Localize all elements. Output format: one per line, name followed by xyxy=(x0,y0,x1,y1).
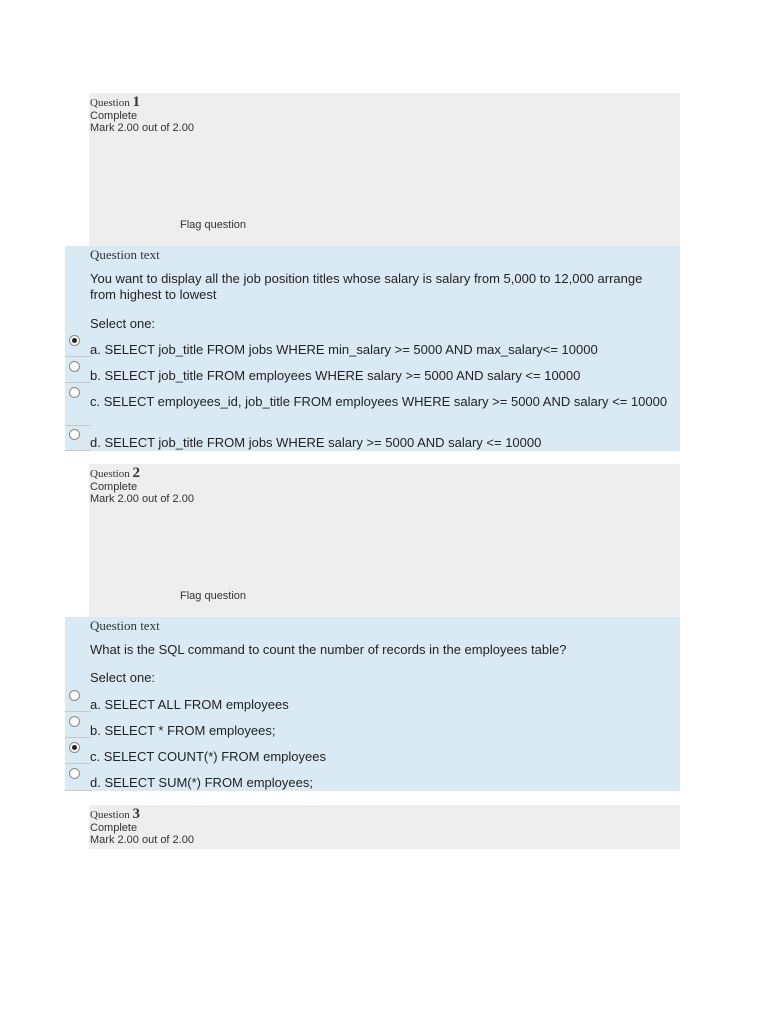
flag-question-button[interactable]: Flag question xyxy=(180,219,247,231)
question-number: 2 xyxy=(132,465,140,481)
answer-text: d. SELECT job_title FROM jobs WHERE salary >= 5000 AND salary <= 10000 xyxy=(90,435,542,450)
question-status: Complete xyxy=(90,481,138,493)
answer-divider xyxy=(65,711,91,712)
question-text-label: Question text xyxy=(90,247,160,262)
question-text: What is the SQL command to count the number of records in the employees table? xyxy=(90,642,567,657)
question-label: Question xyxy=(90,468,130,480)
radio-button[interactable] xyxy=(69,690,80,701)
radio-button[interactable] xyxy=(69,387,80,398)
answer-text: a. SELECT job_title FROM jobs WHERE min_salary >= 5000 AND max_salary<= 10000 xyxy=(90,342,598,357)
question-number: 3 xyxy=(132,806,140,822)
question-mark: Mark 2.00 out of 2.00 xyxy=(90,493,194,505)
select-one-label: Select one: xyxy=(90,316,156,331)
answer-text: d. SELECT SUM(*) FROM employees; xyxy=(90,775,313,790)
question-text-label: Question text xyxy=(90,618,160,633)
question-status: Complete xyxy=(90,822,138,834)
question-1-info xyxy=(89,93,680,246)
answer-divider xyxy=(65,790,91,791)
question-mark: Mark 2.00 out of 2.00 xyxy=(90,834,194,846)
question-1-content xyxy=(65,246,680,451)
answer-divider xyxy=(65,425,91,426)
radio-button[interactable] xyxy=(69,429,80,440)
radio-button[interactable] xyxy=(69,716,80,727)
answer-divider xyxy=(65,382,91,383)
question-mark: Mark 2.00 out of 2.00 xyxy=(90,122,194,134)
answer-divider xyxy=(65,763,91,764)
question-3-info xyxy=(89,805,680,849)
question-2-info xyxy=(89,464,680,617)
answer-text: a. SELECT ALL FROM employees xyxy=(90,697,289,712)
flag-question-button[interactable]: Flag question xyxy=(180,590,247,602)
question-status: Complete xyxy=(90,110,138,122)
answer-text: b. SELECT job_title FROM employees WHERE salary >= 5000 AND salary <= 10000 xyxy=(90,368,581,383)
radio-button[interactable] xyxy=(69,742,80,753)
select-one-label: Select one: xyxy=(90,670,156,685)
answer-text: c. SELECT employees_id, job_title FROM employees WHERE salary >= 5000 AND salary <= 10000 xyxy=(90,394,668,409)
radio-button[interactable] xyxy=(69,335,80,346)
question-label: Question xyxy=(90,97,130,109)
answer-text: b. SELECT * FROM employees; xyxy=(90,723,276,738)
question-label: Question xyxy=(90,809,130,821)
radio-button[interactable] xyxy=(69,361,80,372)
question-2-content xyxy=(65,617,680,791)
answer-text: c. SELECT COUNT(*) FROM employees xyxy=(90,749,326,764)
answer-divider xyxy=(65,737,91,738)
question-number: 1 xyxy=(132,94,140,110)
question-text: You want to display all the job position titles whose salary is salary from 5,000 to 12,000 arrange from highest to lowest xyxy=(90,271,643,302)
radio-button[interactable] xyxy=(69,768,80,779)
answer-divider xyxy=(65,356,91,357)
answer-divider xyxy=(65,450,91,451)
